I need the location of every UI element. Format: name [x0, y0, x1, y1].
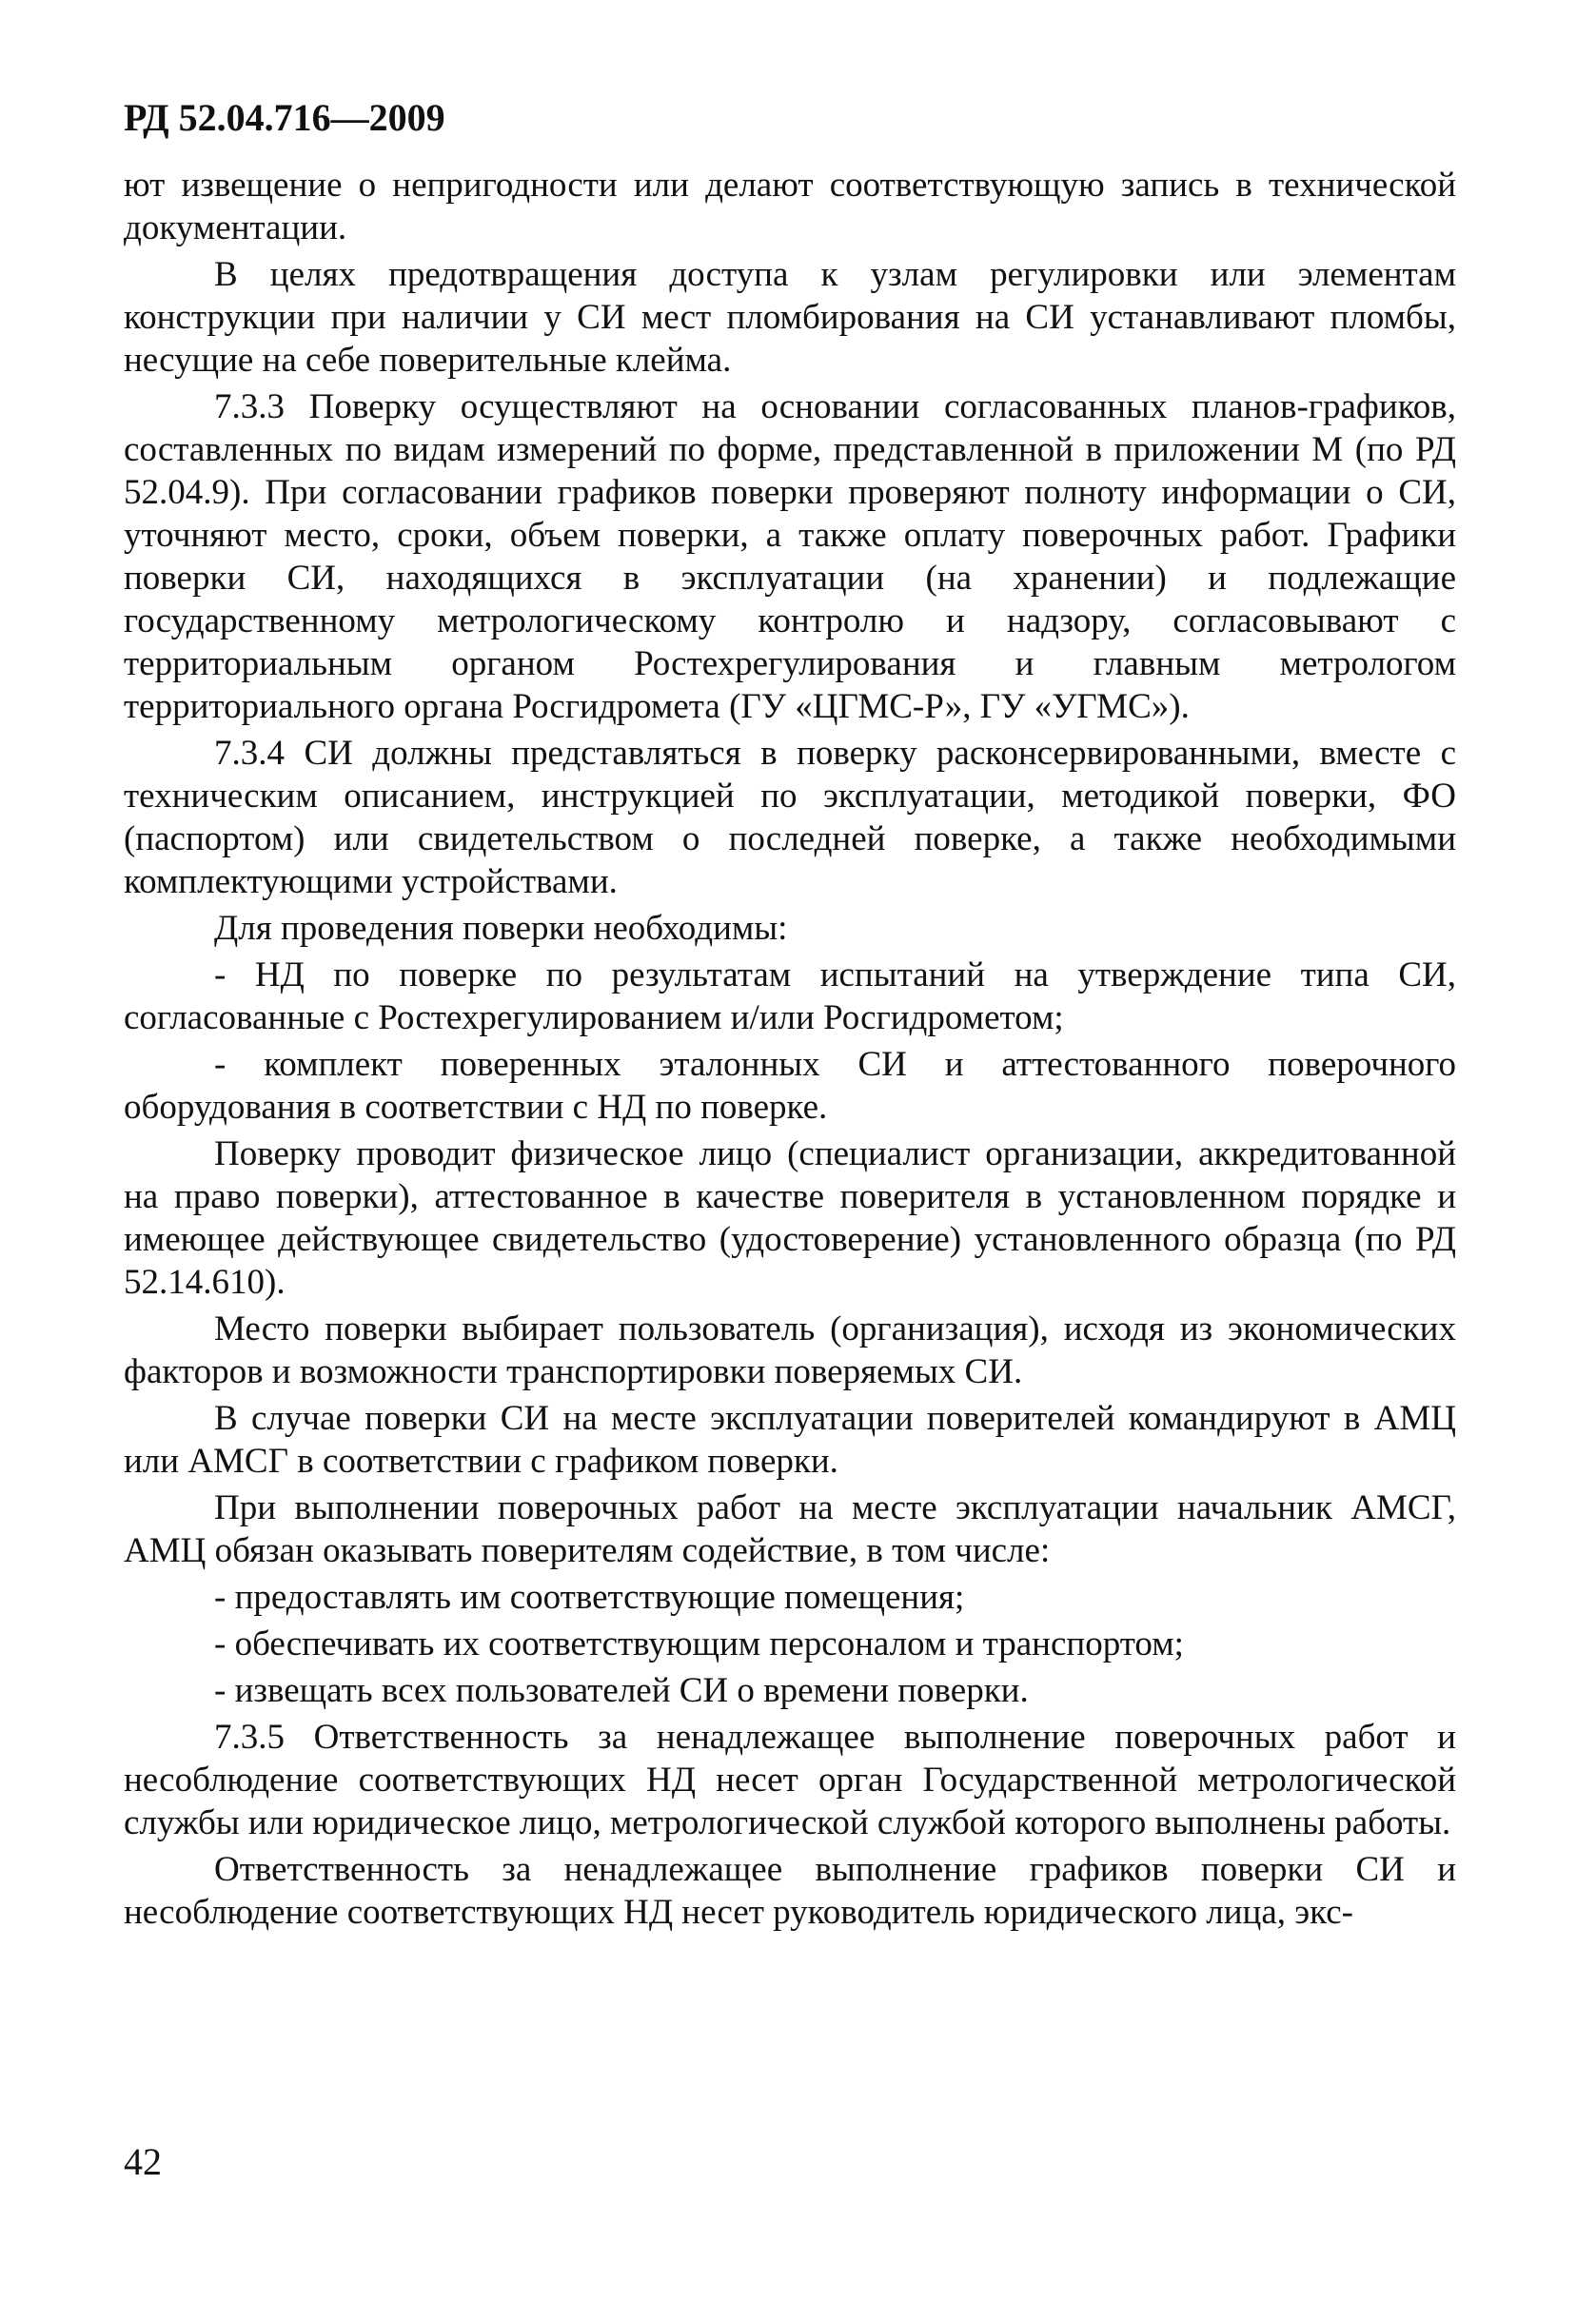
paragraph-7-3-3: 7.3.3 Поверку осуществляют на основании согласованных планов-графиков, составленных по видам измерений по форме, представленной в приложении М (по РД 52.04.9). При согласовании графиков поверки проверяют полноту информации о СИ, уточняют место, сроки, объем поверки, а также оплату поверочных работ. Графики поверки СИ, находящихся в эксплуатации (на хранении) и подлежащие государственному метрологическому контролю и надзору, согласовывают с территориальным органом Ростехрегулирования и главным метрологом территориального органа Росгидромета (ГУ «ЦГМС-Р», ГУ «УГМС»). [124, 387, 1456, 726]
paragraph-responsibility: Ответственность за ненадлежащее выполнение графиков поверки СИ и несоблюдение соответствующих НД несет руководитель юридического лица, экс- [124, 1850, 1456, 1932]
paragraph-place: Место поверки выбирает пользователь (организация), исходя из экономических факторов и возможности транспортировки поверяемых СИ. [124, 1309, 1456, 1391]
paragraph-7-3-4: 7.3.4 СИ должны представляться в поверку расконсервированными, вместе с техническим описанием, инструкцией по эксплуатации, методикой поверки, ФО (паспортом) или свидетельством о последней поверке, а также необходимыми комплектующими устройствами. [124, 734, 1456, 901]
list-item-premises: - предоставлять им соответствующие помещения; [214, 1578, 965, 1617]
page-number: 42 [124, 2140, 162, 2183]
paragraph-requirements-intro: Для проведения поверки необходимы: [214, 909, 788, 948]
list-item-staff: - обеспечивать их соответствующим персоналом и транспортом; [214, 1624, 1184, 1663]
paragraph-7-3-5: 7.3.5 Ответственность за ненадлежащее выполнение поверочных работ и несоблюдение соответствующих НД несет орган Государственной метрологической службы или юридическое лицо, метрологической службой которого выполнены работы. [124, 1718, 1456, 1842]
list-item-nd: - НД по поверке по результатам испытаний на утверждение типа СИ, согласованные с Ростехрегулированием и/или Росгидрометом; [124, 955, 1456, 1037]
paragraph-continuation: ют извещение о непригодности или делают соответствующую запись в технической документации. [124, 166, 1456, 247]
list-item-notify: - извещать всех пользователей СИ о времени поверки. [214, 1671, 1029, 1710]
document-code-header: РД 52.04.716—2009 [124, 96, 445, 139]
paragraph-verifier: Поверку проводит физическое лицо (специалист организации, аккредитованной на право поверки), аттестованное в качестве поверителя в установленном порядке и имеющее действующее свидетельство (удостоверение) установленного образца (по РД 52.14.610). [124, 1134, 1456, 1302]
paragraph-head-duties: При выполнении поверочных работ на месте эксплуатации начальник АМСГ, АМЦ обязан оказывать поверителям содействие, в том числе: [124, 1488, 1456, 1570]
paragraph-onsite: В случае поверки СИ на месте эксплуатации поверителей командируют в АМЦ или АМСГ в соответствии с графиком поверки. [124, 1399, 1456, 1481]
document-body [124, 164, 1456, 1938]
paragraph-seals: В целях предотвращения доступа к узлам регулировки или элементам конструкции при наличии у СИ мест пломбирования на СИ устанавливают пломбы, несущие на себе поверительные клейма. [124, 255, 1456, 380]
list-item-etalon: - комплект поверенных эталонных СИ и аттестованного поверочного оборудования в соответствии с НД по поверке. [124, 1045, 1456, 1127]
